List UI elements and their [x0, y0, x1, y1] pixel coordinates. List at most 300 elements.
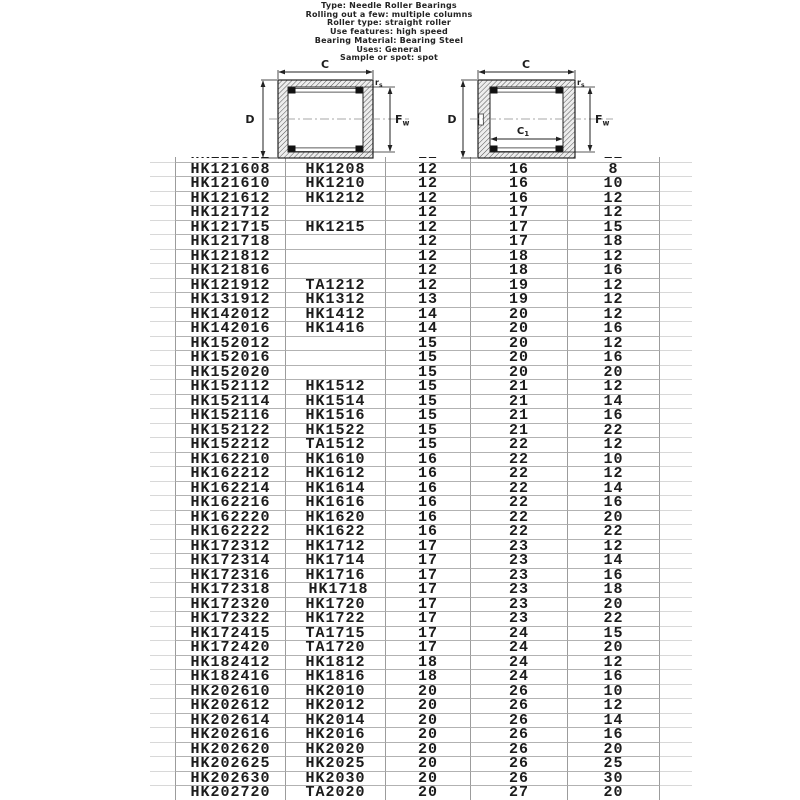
gridline-stub-left [150, 366, 175, 381]
table-cell-bore: 15 [385, 395, 470, 410]
table-cell-model-alt: HK2014 [285, 714, 385, 729]
table-cell-width: 14 [567, 554, 660, 569]
table-row [150, 467, 695, 482]
table-cell-width: 12 [567, 656, 660, 671]
attr-roller-type: Roller type: straight roller [326, 18, 452, 28]
table-cell-bore: 20 [385, 728, 470, 743]
table-rows [150, 163, 695, 800]
table-cell-outer: 26 [470, 714, 567, 729]
table-cell-model-alt: TA1512 [285, 438, 385, 453]
table-row [150, 482, 695, 497]
table-cell-outer: 26 [470, 772, 567, 787]
table-cell-bore: 17 [385, 569, 470, 584]
table-cell-outer: 24 [470, 670, 567, 685]
bearing-drawing-closed [445, 58, 640, 166]
label-C: C [521, 58, 531, 71]
table-cell-bore: 15 [385, 424, 470, 439]
seal-block [491, 146, 498, 152]
table-cell-width: 12 [567, 337, 660, 352]
gridline-stub-right [660, 714, 692, 729]
bearing-drawing-open [225, 58, 415, 166]
table-cell-width: 15 [567, 221, 660, 236]
table-cell-bore: 15 [385, 351, 470, 366]
gridline-stub-right [660, 337, 692, 352]
table-cell-width: 15 [567, 627, 660, 642]
table-cell-model: HK182416 [175, 670, 285, 685]
table-cell-model: HK172320 [175, 598, 285, 613]
gridline-stub-left [150, 714, 175, 729]
table-row [150, 612, 695, 627]
table-cell-outer: 17 [470, 235, 567, 250]
table-cell-width: 30 [567, 772, 660, 787]
table-row [150, 351, 695, 366]
table-cell-outer: 20 [470, 322, 567, 337]
gridline-stub-left [150, 380, 175, 395]
gridline-stub-left [150, 438, 175, 453]
table-cell-bore: 16 [385, 467, 470, 482]
table-cell-bore: 16 [385, 453, 470, 468]
table-cell-model-alt: HK1215 [285, 221, 385, 236]
shell-step-notch [479, 114, 484, 125]
table-cell-outer: 22 [470, 453, 567, 468]
gridline-stub-right [660, 627, 692, 642]
table-cell-model: HK162210 [175, 453, 285, 468]
gridline-stub-right [660, 380, 692, 395]
gridline-stub-left [150, 250, 175, 265]
table-cell-outer: 22 [470, 511, 567, 526]
table-cell-width: 14 [567, 395, 660, 410]
table-cell-width: 18 [567, 235, 660, 250]
table-cell-bore: 13 [385, 293, 470, 308]
table-cell-bore: 12 [385, 192, 470, 207]
gridline-stub-right [660, 308, 692, 323]
table-cell-outer: 22 [470, 525, 567, 540]
attr-rows: Rolling out a few: multiple columns [305, 9, 473, 19]
table-cell-model-alt: HK1720 [285, 598, 385, 613]
table-cell-model: HK162214 [175, 482, 285, 497]
table-cell-bore: 20 [385, 714, 470, 729]
table-cell-outer: 17 [470, 206, 567, 221]
table-cell-model: HK142016 [175, 322, 285, 337]
table-cell-model-alt: HK1712 [285, 540, 385, 555]
table-row [150, 380, 695, 395]
table-cell-outer: 26 [470, 757, 567, 772]
table-row [150, 235, 695, 250]
table-cell-bore: 12 [385, 206, 470, 221]
gridline-stub-right [660, 598, 692, 613]
table-row [150, 641, 695, 656]
gridline-stub-left [150, 409, 175, 424]
table-cell-model-alt: HK2016 [285, 728, 385, 743]
bore [288, 87, 363, 152]
table-cell-model: HK152116 [175, 409, 285, 424]
table-cell-model-alt: HK1512 [285, 380, 385, 395]
table-cell-model-alt: HK1514 [285, 395, 385, 410]
label-Fw: $F_w$ [395, 113, 410, 128]
table-cell-width: 10 [567, 685, 660, 700]
table-cell-model-alt: HK2012 [285, 699, 385, 714]
table-row [150, 424, 695, 439]
table-cell-bore: 15 [385, 438, 470, 453]
table-cell-model-alt: TA1715 [285, 627, 385, 642]
table-cell-outer: 17 [470, 221, 567, 236]
gridline-stub-right [660, 409, 692, 424]
attr-use-features: Use features: high speed [330, 27, 448, 37]
table-cell-width: 25 [567, 757, 660, 772]
table-cell-bore: 15 [385, 409, 470, 424]
table-row [150, 786, 695, 800]
table-cell-model-alt: HK1722 [285, 612, 385, 627]
gridline-stub-right [660, 685, 692, 700]
table-cell-width: 12 [567, 380, 660, 395]
gridline-stub-right [660, 757, 692, 772]
table-row [150, 757, 695, 772]
gridline-stub-left [150, 641, 175, 656]
gridline-stub-right [660, 496, 692, 511]
table-cell-bore: 15 [385, 380, 470, 395]
table-cell-outer: 23 [470, 540, 567, 555]
table-cell-bore: 16 [385, 525, 470, 540]
gridline-stub-left [150, 308, 175, 323]
gridline-stub-right [660, 322, 692, 337]
table-row [150, 728, 695, 743]
label-rs: $r_s$ [375, 78, 383, 89]
table-cell-model-alt: HK1210 [285, 177, 385, 192]
table-cell-outer: 26 [470, 685, 567, 700]
table-cell-bore: 20 [385, 772, 470, 787]
table-cell-model: HK162212 [175, 467, 285, 482]
table-row [150, 670, 695, 685]
table-row [150, 569, 695, 584]
table-cell-width: 10 [567, 453, 660, 468]
gridline-stub-right [660, 351, 692, 366]
roller-bottom [496, 148, 557, 152]
table-cell-bore: 18 [385, 656, 470, 671]
gridline-stub-left [150, 293, 175, 308]
seal-block [556, 88, 563, 94]
table-cell-bore: 12 [385, 163, 470, 178]
table-cell-model-alt: HK1208 [285, 163, 385, 178]
table-cell-width: 8 [567, 163, 660, 178]
table-cell-model: HK152212 [175, 438, 285, 453]
table-cell-model-alt: HK2020 [285, 743, 385, 758]
table-cell-model: HK152114 [175, 395, 285, 410]
table-cell-outer: 24 [470, 627, 567, 642]
table-cell-width: 12 [567, 308, 660, 323]
gridline-stub-right [660, 366, 692, 381]
table-cell-model: HK202720 [175, 786, 285, 800]
table-cell-bore: 15 [385, 366, 470, 381]
table-cell-bore: 12 [385, 235, 470, 250]
table-row [150, 699, 695, 714]
gridline-stub-right [660, 395, 692, 410]
table-cell-model: HK202625 [175, 757, 285, 772]
table-cell-model: HK172415 [175, 627, 285, 642]
gridline-stub-right [660, 728, 692, 743]
gridline-stub-right [660, 482, 692, 497]
seal-block [356, 146, 363, 152]
table-row [150, 772, 695, 787]
gridline-stub-left [150, 583, 175, 598]
gridline-stub-left [150, 482, 175, 497]
table-cell-model: HK172420 [175, 641, 285, 656]
table-cell-width: 12 [567, 250, 660, 265]
gridline-stub-left [150, 192, 175, 207]
table-cell-outer: 20 [470, 308, 567, 323]
table-cell-width: 12 [567, 438, 660, 453]
table-cell-bore: 12 [385, 177, 470, 192]
table-cell-width: 12 [567, 467, 660, 482]
table-cell-width: 12 [567, 540, 660, 555]
table-cell-model: HK121712 [175, 206, 285, 221]
gridline-stub-left [150, 743, 175, 758]
table-cell-outer: 16 [470, 192, 567, 207]
table-cell-outer: 21 [470, 424, 567, 439]
table-cell-width: 16 [567, 409, 660, 424]
table-cell-outer: 22 [470, 482, 567, 497]
table-cell-model-alt: HK1816 [285, 670, 385, 685]
table-cell-model-alt [285, 337, 385, 352]
gridline-stub-right [660, 293, 692, 308]
table-cell-outer: 19 [470, 293, 567, 308]
table-cell-model: HK131912 [175, 293, 285, 308]
table-row [150, 627, 695, 642]
table-cell-bore: 20 [385, 786, 470, 800]
gridline-stub-left [150, 772, 175, 787]
gridline-stub-left [150, 337, 175, 352]
table-cell-model: HK202620 [175, 743, 285, 758]
table-cell-width: 20 [567, 641, 660, 656]
table-cell-width: 16 [567, 322, 660, 337]
table-cell-model-alt: HK1312 [285, 293, 385, 308]
gridline-stub-right [660, 786, 692, 800]
table-cell-outer: 24 [470, 656, 567, 671]
table-cell-bore: 16 [385, 496, 470, 511]
table-row [150, 395, 695, 410]
table-cell-bore: 12 [385, 221, 470, 236]
table-cell-model-alt: HK1612 [285, 467, 385, 482]
table-cell-outer: 22 [470, 438, 567, 453]
table-row [150, 453, 695, 468]
table-cell-model-alt: HK1614 [285, 482, 385, 497]
table-cell-width: 20 [567, 743, 660, 758]
table-cell-model: HK162216 [175, 496, 285, 511]
table-cell-outer: 18 [470, 250, 567, 265]
bearing-spec-table [150, 148, 695, 800]
seal-block [289, 146, 296, 152]
table-row [150, 279, 695, 294]
label-Fw: $F_w$ [595, 113, 610, 128]
table-cell-model-alt: HK1212 [285, 192, 385, 207]
table-cell-bore: 20 [385, 685, 470, 700]
gridline-stub-left [150, 467, 175, 482]
gridline-stub-left [150, 598, 175, 613]
table-cell-model: HK121812 [175, 250, 285, 265]
table-row [150, 206, 695, 221]
roller-top [294, 89, 357, 93]
table-cell-model: HK121718 [175, 235, 285, 250]
table-cell-model: HK121912 [175, 279, 285, 294]
gridline-stub-right [660, 699, 692, 714]
table-cell-outer: 23 [470, 554, 567, 569]
table-cell-outer: 26 [470, 743, 567, 758]
gridline-stub-left [150, 612, 175, 627]
table-cell-bore: 20 [385, 743, 470, 758]
table-cell-bore: 17 [385, 641, 470, 656]
gridline-stub-left [150, 569, 175, 584]
gridline-stub-left [150, 163, 175, 178]
gridline-stub-left [150, 627, 175, 642]
table-row [150, 540, 695, 555]
seal-block [491, 88, 498, 94]
gridline-stub-left [150, 699, 175, 714]
table-cell-outer: 21 [470, 409, 567, 424]
table-cell-outer: 19 [470, 279, 567, 294]
gridline-stub-left [150, 322, 175, 337]
table-cell-bore: 12 [385, 250, 470, 265]
table-cell-bore: 12 [385, 279, 470, 294]
table-cell-model-alt: HK1516 [285, 409, 385, 424]
label-rs: $r_s$ [577, 78, 585, 89]
gridline-stub-left [150, 351, 175, 366]
attr-type: Type: Needle Roller Bearings [321, 1, 457, 10]
gridline-stub-left [150, 496, 175, 511]
roller-bottom [294, 148, 357, 152]
table-cell-outer: 23 [470, 612, 567, 627]
table-cell-model-alt: HK2030 [285, 772, 385, 787]
table-cell-bore: 17 [385, 598, 470, 613]
table-cell-model-alt: HK1716 [285, 569, 385, 584]
gridline-stub-right [660, 264, 692, 279]
table-cell-model-alt: TA1212 [285, 279, 385, 294]
table-cell-width: 20 [567, 366, 660, 381]
table-cell-width: 12 [567, 293, 660, 308]
gridline-stub-left [150, 540, 175, 555]
gridline-stub-right [660, 177, 692, 192]
gridline-stub-right [660, 250, 692, 265]
table-cell-bore: 20 [385, 699, 470, 714]
table-cell-model: HK162222 [175, 525, 285, 540]
table-cell-outer: 16 [470, 163, 567, 178]
gridline-stub-right [660, 467, 692, 482]
table-cell-outer: 26 [470, 728, 567, 743]
table-row [150, 598, 695, 613]
table-cell-model-alt [285, 351, 385, 366]
table-row [150, 366, 695, 381]
table-row [150, 177, 695, 192]
gridline-stub-right [660, 670, 692, 685]
table-cell-model-alt [285, 250, 385, 265]
table-row [150, 221, 695, 236]
table-cell-bore: 17 [385, 554, 470, 569]
table-cell-model-alt: HK1412 [285, 308, 385, 323]
seal-block [289, 88, 296, 94]
table-row [150, 308, 695, 323]
table-cell-model-alt: TA2020 [285, 786, 385, 800]
table-cell-model-alt: HK1622 [285, 525, 385, 540]
table-cell-model: HK162220 [175, 511, 285, 526]
table-row [150, 714, 695, 729]
table-cell-model: HK202612 [175, 699, 285, 714]
table-cell-model-alt: HK1620 [285, 511, 385, 526]
table-row [150, 496, 695, 511]
table-cell-outer: 22 [470, 467, 567, 482]
gridline-stub-right [660, 540, 692, 555]
table-cell-model: HK152012 [175, 337, 285, 352]
gridline-stub-right [660, 235, 692, 250]
gridline-stub-left [150, 279, 175, 294]
table-cell-bore: 18 [385, 670, 470, 685]
table-cell-model-alt: HK1714 [285, 554, 385, 569]
table-cell-outer: 18 [470, 264, 567, 279]
table-cell-outer: 20 [470, 366, 567, 381]
table-row [150, 525, 695, 540]
table-row [150, 511, 695, 526]
table-cell-width: 12 [567, 192, 660, 207]
table-cell-model: HK172316 [175, 569, 285, 584]
table-cell-outer: 27 [470, 786, 567, 800]
table-cell-bore: 16 [385, 511, 470, 526]
table-cell-bore: 17 [385, 583, 470, 598]
gridline-stub-left [150, 656, 175, 671]
gridline-stub-right [660, 453, 692, 468]
table-cell-outer: 16 [470, 177, 567, 192]
gridline-stub-right [660, 424, 692, 439]
table-cell-model-alt: HK1522 [285, 424, 385, 439]
table-cell-width: 20 [567, 786, 660, 800]
label-C1: $C_1$ [516, 126, 530, 139]
gridline-stub-left [150, 757, 175, 772]
table-cell-outer: 23 [470, 569, 567, 584]
label-D: D [245, 113, 255, 126]
table-cell-model: HK172312 [175, 540, 285, 555]
table-cell-model: HK152020 [175, 366, 285, 381]
table-cell-outer: 23 [470, 583, 567, 598]
table-cell-bore: 20 [385, 757, 470, 772]
table-cell-model: HK152112 [175, 380, 285, 395]
gridline-stub-left [150, 453, 175, 468]
gridline-stub-left [150, 525, 175, 540]
gridline-stub-right [660, 279, 692, 294]
label-C: C [320, 58, 330, 71]
attr-sample: Sample or spot: spot [339, 53, 438, 63]
gridline-stub-left [150, 670, 175, 685]
table-cell-model: HK152122 [175, 424, 285, 439]
gridline-stub-left [150, 177, 175, 192]
gridline-stub-right [660, 511, 692, 526]
table-cell-outer: 26 [470, 699, 567, 714]
gridline-stub-right [660, 656, 692, 671]
table-row [150, 656, 695, 671]
seal-block [356, 88, 363, 94]
table-cell-model-alt: HK1718 [285, 583, 385, 598]
table-cell-width: 16 [567, 569, 660, 584]
gridline-stub-left [150, 206, 175, 221]
table-row [150, 322, 695, 337]
table-cell-width: 16 [567, 670, 660, 685]
table-cell-outer: 23 [470, 598, 567, 613]
gridline-stub-left [150, 235, 175, 250]
table-cell-width: 16 [567, 728, 660, 743]
table-cell-width: 22 [567, 612, 660, 627]
table-cell-model: HK121610 [175, 177, 285, 192]
gridline-stub-right [660, 206, 692, 221]
table-cell-width: 12 [567, 279, 660, 294]
table-cell-model: HK121816 [175, 264, 285, 279]
table-cell-width: 16 [567, 264, 660, 279]
attr-uses: Uses: General [356, 44, 422, 54]
seal-block [556, 146, 563, 152]
